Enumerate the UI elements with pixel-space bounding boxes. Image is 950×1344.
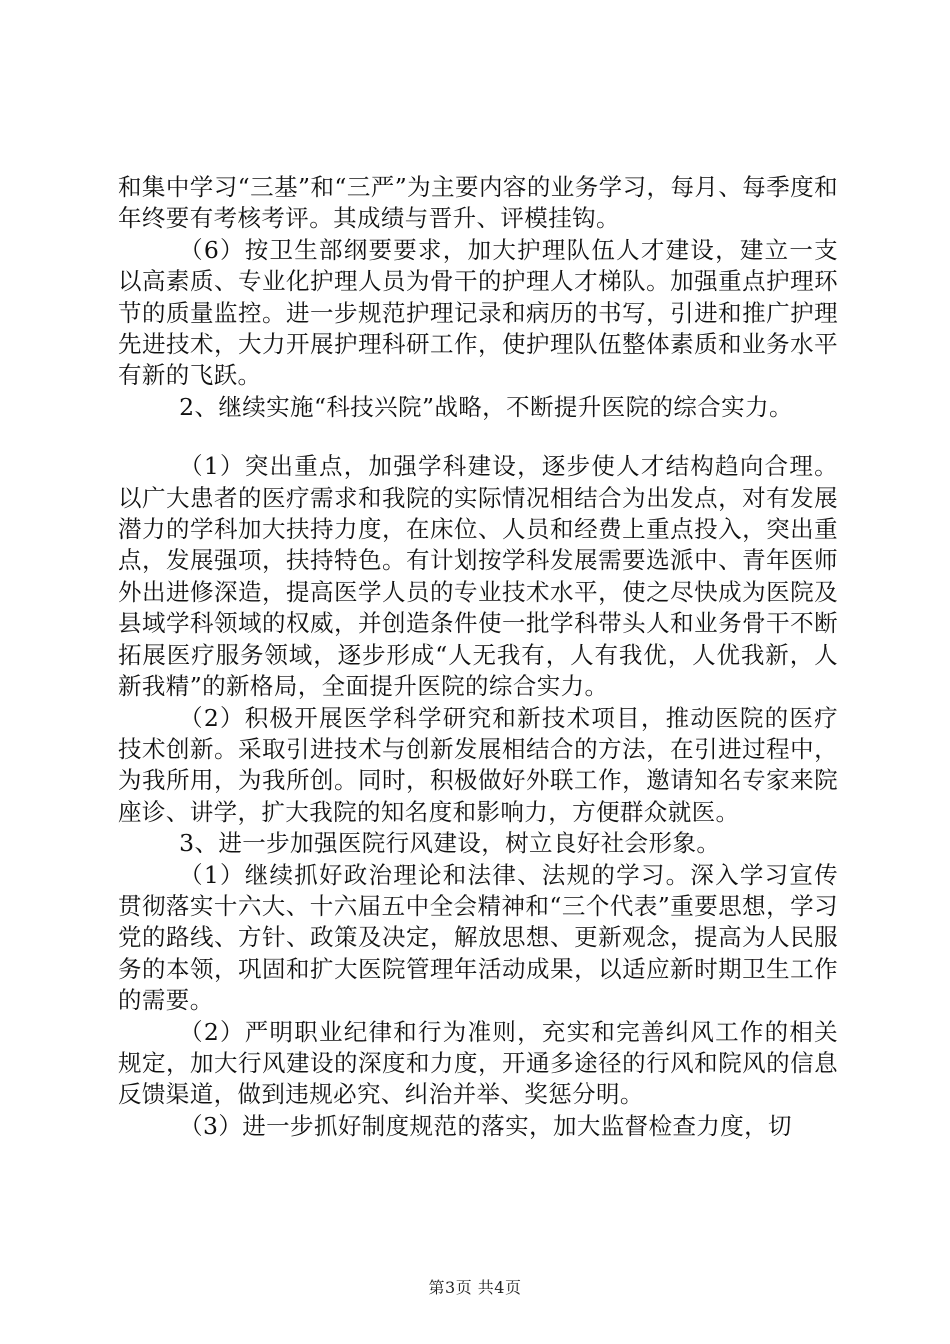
section-heading: 2、继续实施“科技兴院”战略，不断提升医院的综合实力。 xyxy=(179,392,793,421)
page-number-footer: 第3页 共4页 xyxy=(428,1278,522,1297)
section-heading: 3、进一步加强医院行风建设，树立良好社会形象。 xyxy=(179,829,721,858)
paragraph: （1）突出重点，加强学科建设，逐步使人才结构趋向合理。以广大患者的医疗需求和我院的实际情况相结合为出发点，对有发展潜力的学科加大扶持力度，在床位、人员和经费上重点投入，突出重点，发展强项，扶持特色。有计划按学科发展需要选派中、青年医师外出进修深造，提高医学人员的专业技术水平，使之尽快成为医院及县域学科领域的权威，并创造条件使一批学科带头人和业务骨干不断拓展医疗服务领域，逐步形成“人无我有，人有我优，人优我新，人新我精”的新格局，全面提升医院的综合实力。 xyxy=(118,452,838,701)
paragraph: （2）严明职业纪律和行为准则，充实和完善纠风工作的相关规定，加大行风建设的深度和力度，开通多途径的行风和院风的信息反馈渠道，做到违规必究、纠治并举、奖惩分明。 xyxy=(118,1017,838,1109)
paragraph: （1）继续抓好政治理论和法律、法规的学习。深入学习宣传贯彻落实十六大、十六届五中全会精神和“三个代表”重要思想，学习党的路线、方针、政策及决定，解放思想、更新观念，提高为人民服务的本领，巩固和扩大医院管理年活动成果，以适应新时期卫生工作的需要。 xyxy=(118,860,838,1015)
paragraph: （6）按卫生部纲要要求，加大护理队伍人才建设，建立一支以高素质、专业化护理人员为骨干的护理人才梯队。加强重点护理环节的质量监控。进一步规范护理记录和病历的书写，引进和推广护理先进技术，大力开展护理科研工作，使护理队伍整体素质和业务水平有新的飞跃。 xyxy=(118,235,838,390)
paragraph-gap xyxy=(118,423,838,451)
document-body xyxy=(118,172,838,1142)
paragraph: （2）积极开展医学科学研究和新技术项目，推动医院的医疗技术创新。采取引进技术与创新发展相结合的方法，在引进过程中，为我所用，为我所创。同时，积极做好外联工作，邀请知名专家来院座诊、讲学，扩大我院的知名度和影响力，方便群众就医。 xyxy=(118,703,838,826)
paragraph: （3）进一步抓好制度规范的落实，加大监督检查力度，切 xyxy=(179,1111,792,1140)
paragraph: 和集中学习“三基”和“三严”为主要内容的业务学习，每月、每季度和年终要有考核考评。其成绩与晋升、评模挂钩。 xyxy=(118,173,838,233)
